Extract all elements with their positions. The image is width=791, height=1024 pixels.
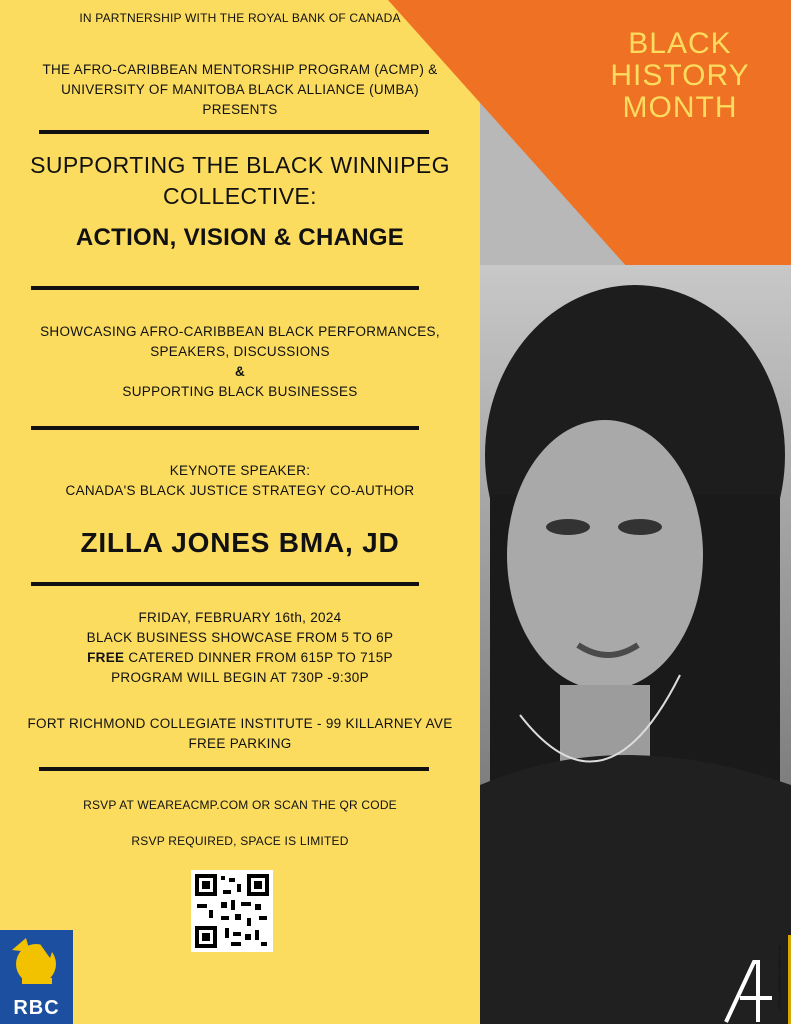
dinner-text: CATERED DINNER FROM 615P TO 715P	[124, 650, 393, 665]
venue-block	[0, 714, 480, 754]
event-details	[0, 608, 480, 688]
showcase-ampersand: &	[234, 364, 246, 379]
title-line-2: COLLECTIVE:	[163, 183, 317, 209]
free-label: FREE	[87, 650, 125, 665]
partner-line: IN PARTNERSHIP WITH THE ROYAL BANK OF CANADA	[79, 11, 401, 25]
event-program-time: PROGRAM WILL BEGIN AT 730P -9:30P	[111, 670, 369, 685]
title-line-1: SUPPORTING THE BLACK WINNIPEG	[30, 152, 450, 178]
black-history-month-title	[600, 28, 760, 124]
speaker-name: ZILLA JONES BMA, JD	[80, 527, 400, 558]
keynote-role: CANADA'S BLACK JUSTICE STRATEGY CO-AUTHOR	[65, 483, 415, 498]
divider-2	[31, 286, 419, 290]
presenters-block	[0, 60, 480, 120]
divider-4	[31, 582, 419, 586]
showcase-line-2: SPEAKERS, DISCUSSIONS	[150, 344, 330, 359]
keynote-label: KEYNOTE SPEAKER:	[169, 463, 311, 478]
event-dinner	[0, 648, 480, 668]
rbc-text: RBC	[13, 997, 60, 1019]
event-date: FRIDAY, FEBRUARY 16th, 2024	[138, 610, 342, 625]
presenter-line-3: PRESENTS	[202, 102, 278, 117]
bhm-line-1: BLACK	[628, 27, 732, 60]
side-text: Afro-Caribbean Mentorship Program	[777, 945, 783, 1010]
rbc-lion-logo	[0, 930, 73, 994]
showcase-block	[0, 322, 480, 402]
divider-5	[39, 767, 429, 771]
event-subtitle: ACTION, VISION & CHANGE	[75, 224, 405, 251]
portrait-illustration	[480, 265, 791, 1024]
venue-address: FORT RICHMOND COLLEGIATE INSTITUTE - 99 KILLARNEY AVE	[27, 716, 453, 731]
keynote-block	[0, 461, 480, 501]
showcase-line-1: SHOWCASING AFRO-CARIBBEAN BLACK PERFORMANCES,	[40, 324, 440, 339]
parking-info: FREE PARKING	[188, 736, 292, 751]
rsvp-required: RSVP REQUIRED, SPACE IS LIMITED	[131, 834, 349, 848]
presenter-line-1: THE AFRO-CARIBBEAN MENTORSHIP PROGRAM (ACMP) &	[42, 62, 438, 77]
rsvp-line: RSVP AT WEAREACMP.COM OR SCAN THE QR CODE	[83, 798, 397, 812]
speaker-photo	[480, 265, 791, 1024]
event-showcase-time: BLACK BUSINESS SHOWCASE FROM 5 TO 6P	[86, 630, 394, 645]
showcase-line-4: SUPPORTING BLACK BUSINESSES	[122, 384, 358, 399]
bhm-line-3: MONTH	[622, 91, 738, 124]
qr-code-icon[interactable]	[191, 870, 273, 952]
rbc-logo	[0, 930, 73, 1024]
bhm-line-2: HISTORY	[610, 59, 750, 92]
event-title	[0, 150, 480, 212]
acmp-a-logo	[720, 958, 780, 1024]
presenter-line-2: UNIVERSITY OF MANITOBA BLACK ALLIANCE (UMBA)	[61, 82, 419, 97]
divider-3	[31, 426, 419, 430]
divider-1	[39, 130, 429, 134]
